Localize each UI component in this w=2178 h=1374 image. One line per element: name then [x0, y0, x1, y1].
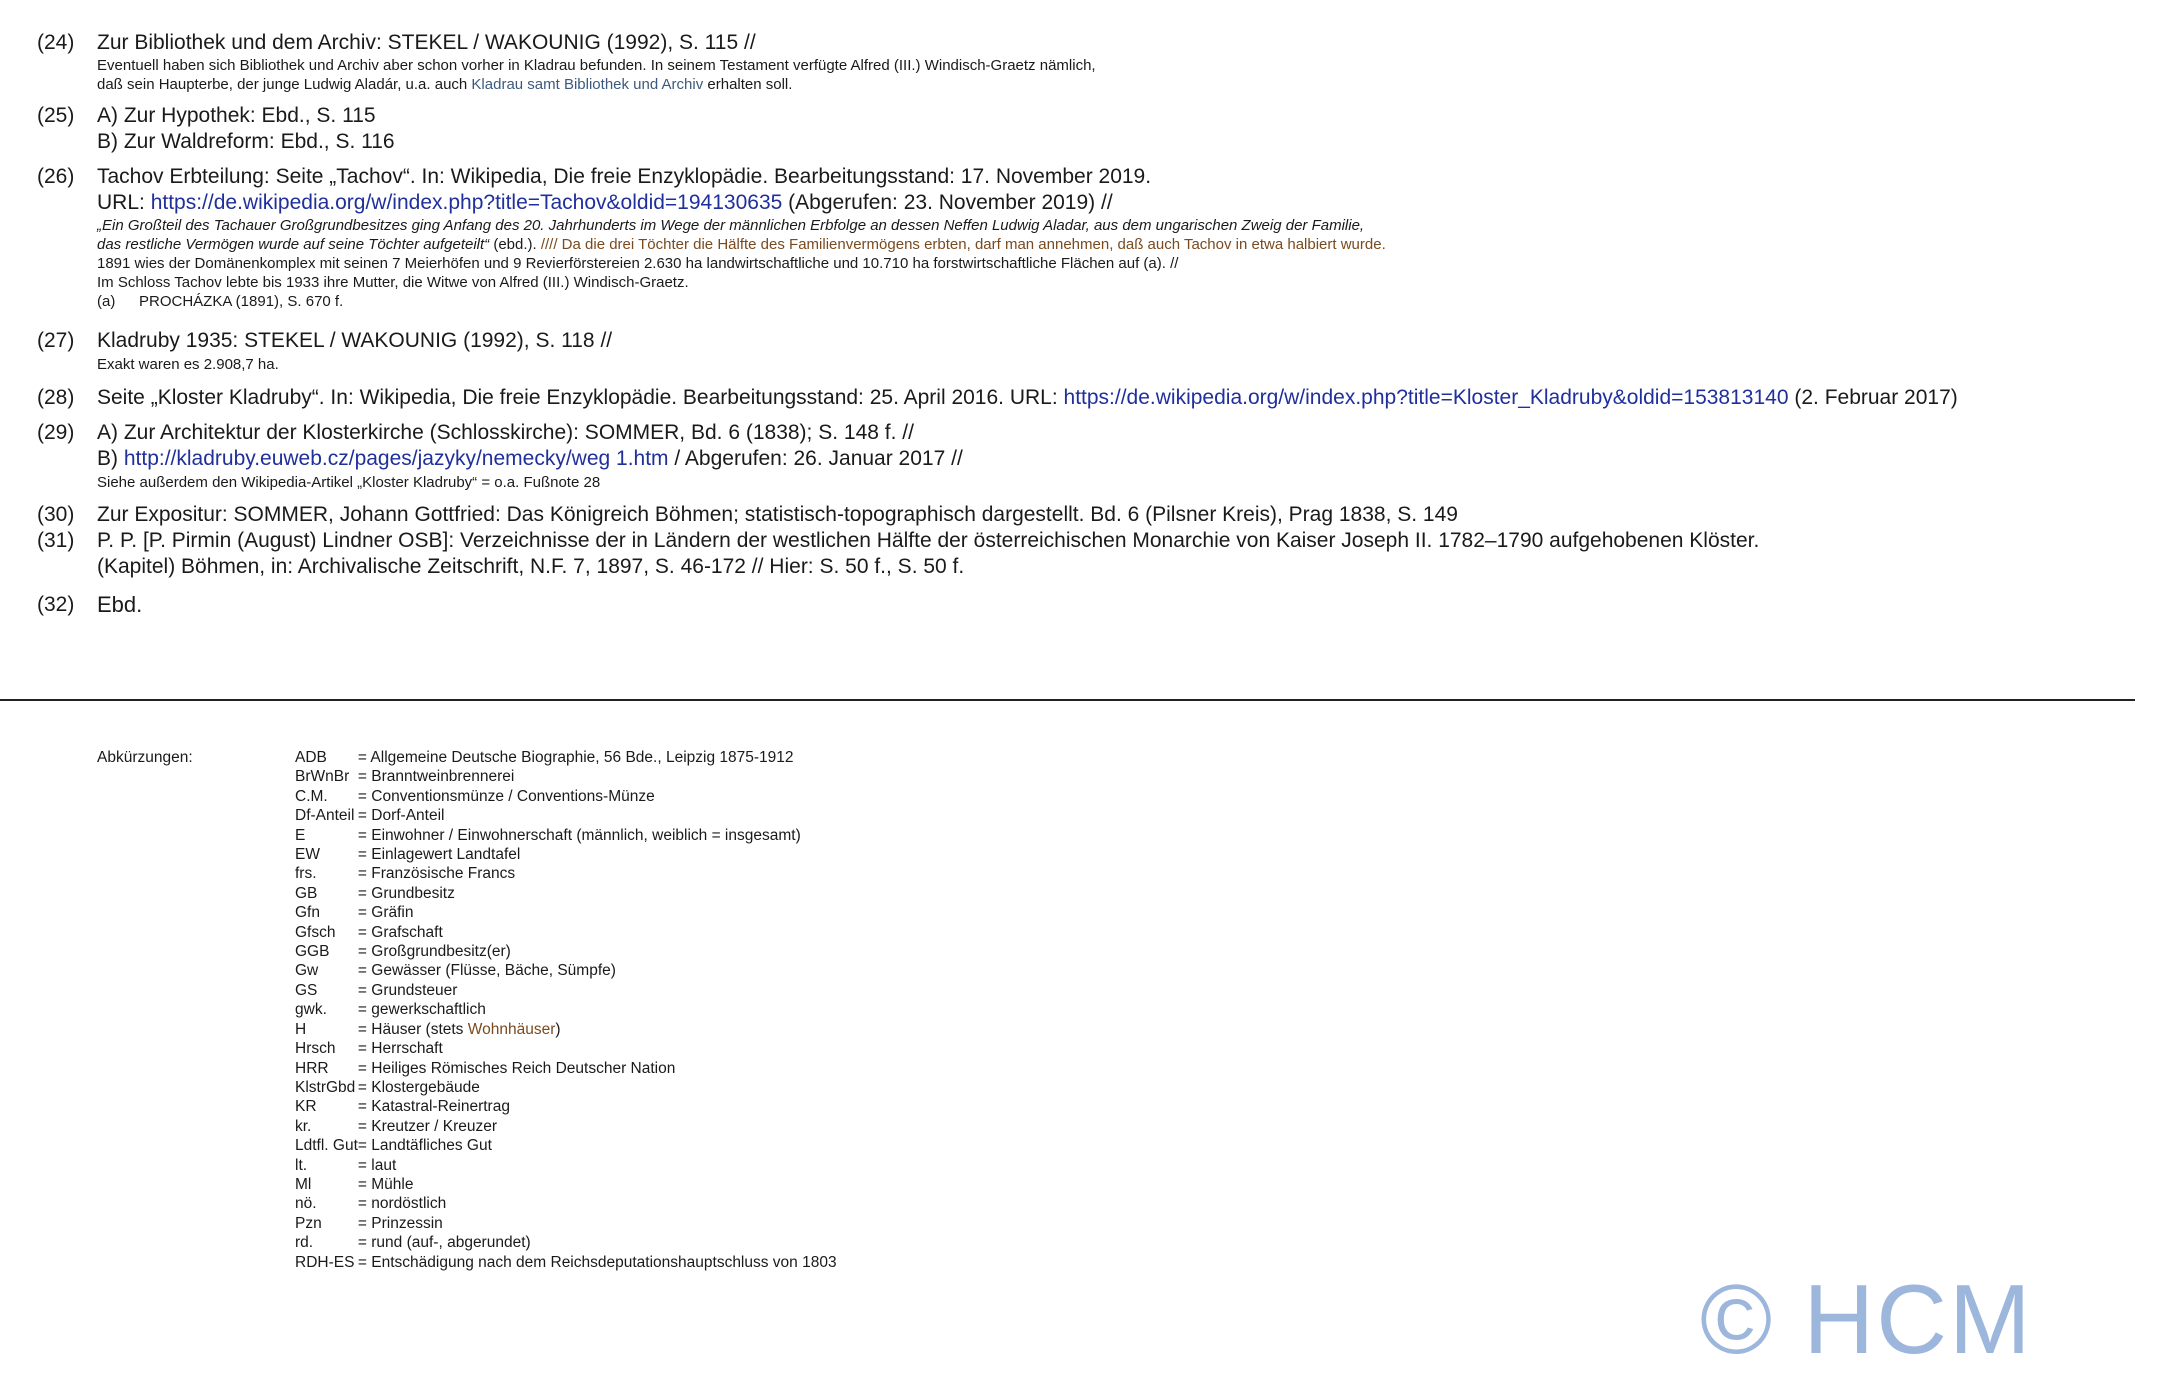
definition-text: = Grafschaft	[357, 923, 443, 941]
footnote-31	[37, 528, 2157, 580]
abbreviation-row	[295, 1136, 837, 1155]
abbreviation-term: kr.	[295, 1117, 312, 1135]
abbreviation-definition	[358, 1097, 837, 1116]
abbreviation-term: frs.	[295, 865, 317, 883]
footnote-number: (25)	[37, 104, 75, 127]
abbreviation-row	[295, 1039, 837, 1058]
abbreviation-term: KR	[295, 1098, 317, 1116]
abbreviation-definition	[358, 787, 837, 806]
footnotes-list	[37, 30, 2157, 618]
abbreviation-term: Gw	[295, 962, 319, 980]
abbreviation-definition	[358, 1233, 837, 1252]
abbreviation-definition	[358, 1214, 837, 1233]
footnote-note: Exakt waren es 2.908,7 ha.	[97, 356, 279, 373]
definition-text: = rund (auf-, abgerundet)	[357, 1234, 531, 1252]
abbreviation-definition	[358, 1117, 837, 1136]
abbreviation-definition	[358, 1000, 837, 1019]
section-divider	[0, 699, 2135, 701]
definition-text: = Kreutzer / Kreuzer	[357, 1117, 498, 1135]
footnote-text: / Abgerufen: 26. Januar 2017 //	[668, 447, 963, 470]
footnote-line: P. P. [P. Pirmin (August) Lindner OSB]: Verzeichnisse der in Ländern der westlichen Hälfte der österreichischen Monarchie von Kaiser Joseph II. 1782–1790 aufgehobenen Klöster.	[97, 529, 1760, 552]
abbreviation-term: Df-Anteil	[295, 807, 355, 825]
abbreviation-definition	[358, 1194, 837, 1213]
footnote-text: (2. Februar 2017)	[1788, 386, 1958, 409]
definition-text: = Gräfin	[357, 904, 414, 922]
abbreviation-row	[295, 767, 837, 786]
abbreviation-row	[295, 1097, 837, 1116]
abbreviation-row	[295, 884, 837, 903]
abbreviation-term: BrWnBr	[295, 768, 350, 786]
definition-text: = Heiliges Römisches Reich Deutscher Nation	[357, 1059, 676, 1077]
abbreviation-row	[295, 806, 837, 825]
annotation-text: //// Da die drei Töchter die Hälfte des Familienvermögens erbten, darf man annehmen, daß auch Tachov in etwa halbiert wurde.	[540, 236, 1386, 253]
abbreviation-row	[295, 787, 837, 806]
definition-text: = Conventionsmünze / Conventions-Münze	[357, 787, 655, 805]
abbreviation-term: Ldtfl. Gut	[295, 1137, 358, 1155]
abbreviation-row	[295, 748, 837, 767]
footnote-note-text: daß sein Haupterbe, der junge Ludwig Aladár, u.a. auch	[97, 76, 472, 93]
abbreviation-term: RDH-ES	[295, 1253, 355, 1271]
definition-text: = Einlagewert Landtafel	[357, 846, 521, 864]
hcm-watermark: © HCM	[1700, 1264, 2033, 1374]
footnote-32	[37, 592, 2157, 618]
footnote-text: B)	[97, 447, 124, 470]
definition-text: = Französische Francs	[357, 865, 516, 883]
footnote-number: (32)	[37, 593, 75, 616]
abbreviations-table	[295, 748, 837, 1272]
footnote-note: Siehe außerdem den Wikipedia-Artikel „Kloster Kladruby“ = o.a. Fußnote 28	[97, 474, 601, 491]
abbreviation-definition	[358, 826, 837, 845]
definition-text: = Häuser (stets	[357, 1020, 468, 1038]
definition-text: = Allgemeine Deutsche Biographie, 56 Bde., Leipzig 1875-1912	[357, 749, 794, 766]
footnote-line: (Kapitel) Böhmen, in: Archivalische Zeitschrift, N.F. 7, 1897, S. 46-172 // Hier: S. 50 f., S. 50 f.	[97, 555, 965, 578]
definition-text: = Katastral-Reinertrag	[357, 1098, 510, 1116]
abbreviation-row	[295, 845, 837, 864]
abbreviation-definition	[358, 864, 837, 883]
abbreviation-definition	[358, 845, 837, 864]
url-suffix: (Abgerufen: 23. November 2019) //	[782, 191, 1113, 214]
abbreviation-row	[295, 1059, 837, 1078]
abbreviation-term: GGB	[295, 943, 330, 961]
definition-text: = Grundbesitz	[357, 884, 455, 902]
quote-text: das restliche Vermögen wurde auf seine Töchter aufgeteilt“	[97, 236, 490, 253]
definition-text: = Großgrundbesitz(er)	[357, 943, 511, 961]
abbreviation-row	[295, 1117, 837, 1136]
footnote-line: Tachov Erbteilung: Seite „Tachov“. In: Wikipedia, Die freie Enzyklopädie. Bearbeitungsstand: 17. November 2019.	[97, 165, 1152, 188]
abbreviation-term: lt.	[295, 1156, 308, 1174]
footnote-line	[97, 385, 2157, 411]
abbreviation-term: Pzn	[295, 1214, 322, 1232]
abbreviation-term: nö.	[295, 1195, 317, 1213]
definition-text: = Herrschaft	[357, 1040, 443, 1058]
footnote-number: (29)	[37, 421, 75, 444]
abbreviation-row	[295, 1214, 837, 1233]
abbreviation-row	[295, 1000, 837, 1019]
footnote-note: Im Schloss Tachov lebte bis 1933 ihre Mutter, die Witwe von Alfred (III.) Windisch-Graetz.	[97, 274, 689, 291]
abbreviation-definition	[358, 903, 837, 922]
abbreviation-definition	[358, 923, 837, 942]
footnote-quote	[97, 235, 2157, 254]
abbreviation-term: KlstrGbd	[295, 1078, 356, 1096]
abbreviation-row	[295, 1233, 837, 1252]
definition-text: = Landtäfliches Gut	[357, 1137, 492, 1155]
subnote-label-text: (a)	[97, 293, 116, 310]
abbreviation-definition	[358, 1253, 837, 1272]
footnote-29	[37, 420, 2157, 494]
highlight-text: Kladrau samt Bibliothek und Archiv	[471, 76, 704, 93]
footnote-line: Ebd.	[97, 592, 143, 617]
abbreviation-row	[295, 1078, 837, 1097]
footnote-number: (26)	[37, 165, 75, 188]
abbreviation-definition	[358, 767, 837, 786]
abbreviations-heading: Abkürzungen:	[97, 749, 193, 766]
abbreviation-term: ADB	[295, 749, 327, 766]
abbreviation-term: C.M.	[295, 787, 328, 805]
wikipedia-kloster-link[interactable]: https://de.wikipedia.org/w/index.php?title=Kloster_Kladruby&oldid=153813140	[1063, 386, 1789, 409]
definition-text: = nordöstlich	[357, 1195, 447, 1213]
abbreviation-definition	[358, 1039, 837, 1058]
footnote-28	[37, 385, 2157, 411]
abbreviation-definition	[358, 1020, 837, 1039]
definition-text: )	[555, 1020, 561, 1038]
abbreviation-definition	[358, 806, 837, 825]
abbreviation-definition	[358, 1078, 837, 1097]
abbreviation-row	[295, 864, 837, 883]
abbreviation-definition	[358, 1156, 837, 1175]
abbreviation-term: E	[295, 826, 306, 844]
definition-text: = Dorf-Anteil	[357, 807, 445, 825]
definition-text: = laut	[357, 1156, 397, 1174]
abbreviation-term: gwk.	[295, 1001, 327, 1019]
abbreviation-row	[295, 903, 837, 922]
abbreviation-term: Ml	[295, 1175, 312, 1193]
footnote-line: Kladruby 1935: STEKEL / WAKOUNIG (1992), S. 118 //	[97, 329, 613, 352]
abbreviation-term: Gfsch	[295, 923, 336, 941]
abbreviation-term: GS	[295, 981, 318, 999]
footnote-note	[97, 75, 2157, 94]
subnote-text: PROCHÁZKA (1891), S. 670 f.	[139, 293, 344, 310]
abbreviation-row	[295, 923, 837, 942]
abbreviation-term: H	[295, 1020, 307, 1038]
abbreviation-term: Hrsch	[295, 1040, 336, 1058]
abbreviation-row	[295, 961, 837, 980]
kladruby-weg-link[interactable]: http://kladruby.euweb.cz/pages/jazyky/nemecky/weg 1.htm	[123, 447, 669, 470]
abbreviation-row	[295, 826, 837, 845]
abbreviation-row	[295, 1020, 837, 1039]
quote-source: (ebd.).	[489, 236, 541, 253]
definition-text: = Branntweinbrennerei	[357, 768, 515, 786]
definition-text: = gewerkschaftlich	[357, 1001, 486, 1019]
footnote-line: A) Zur Architektur der Klosterkirche (Schlosskirche): SOMMER, Bd. 6 (1838); S. 148 f. //	[97, 421, 914, 444]
abbreviation-definition	[358, 961, 837, 980]
definition-highlight: Wohnhäuser	[467, 1020, 556, 1038]
subnote-label	[37, 292, 145, 311]
abbreviation-row	[295, 1253, 837, 1272]
definition-text: = Entschädigung nach dem Reichsdeputationshauptschluss von 1803	[357, 1253, 837, 1271]
footnote-line: B) Zur Waldreform: Ebd., S. 116	[97, 130, 395, 153]
abbreviation-term: EW	[295, 846, 320, 864]
footnote-note: 1891 wies der Domänenkomplex mit seinen 7 Meierhöfen und 9 Revierförstereien 2.630 ha landwirtschaftliche und 10.710 ha forstwirtschaftliche Flächen auf (a). //	[97, 255, 1179, 272]
abbreviation-term: HRR	[295, 1059, 329, 1077]
wikipedia-tachov-link[interactable]: https://de.wikipedia.org/w/index.php?title=Tachov&oldid=194130635	[150, 191, 783, 214]
abbreviation-row	[295, 1194, 837, 1213]
abbreviation-definition	[358, 1136, 837, 1155]
footnote-number: (27)	[37, 329, 75, 352]
footnote-note: Eventuell haben sich Bibliothek und Archiv aber schon vorher in Kladrau befunden. In seinem Testament verfügte Alfred (III.) Windisch-Graetz nämlich,	[97, 57, 1096, 74]
abbreviation-definition	[358, 981, 837, 1000]
footnote-30	[37, 502, 2157, 528]
abbreviation-definition	[358, 1175, 837, 1194]
abbreviation-definition	[358, 748, 837, 767]
abbreviation-row	[295, 942, 837, 961]
definition-text: = Prinzessin	[357, 1214, 443, 1232]
footnote-24	[37, 30, 2157, 94]
abbreviation-row	[295, 981, 837, 1000]
footnote-number: (30)	[37, 503, 75, 526]
footnote-title: Zur Bibliothek und dem Archiv: STEKEL / WAKOUNIG (1992), S. 115 //	[97, 31, 756, 54]
abbreviation-term: rd.	[295, 1234, 314, 1252]
footnote-line: A) Zur Hypothek: Ebd., S. 115	[97, 104, 376, 127]
abbreviation-term: Gfn	[295, 904, 320, 922]
footnote-subnote	[37, 292, 2157, 311]
footnote-number: (24)	[37, 31, 75, 54]
footnote-27	[37, 328, 2157, 376]
definition-text: = Einwohner / Einwohnerschaft (männlich, weiblich = insgesamt)	[357, 826, 801, 844]
footnote-line	[97, 446, 2157, 472]
abbreviation-definition	[358, 942, 837, 961]
footnote-text: Seite „Kloster Kladruby“. In: Wikipedia, Die freie Enzyklopädie. Bearbeitungsstand: 25. April 2016. URL:	[97, 386, 1064, 409]
definition-text: = Grundsteuer	[357, 981, 458, 999]
footnote-25	[37, 103, 2157, 155]
footnote-number: (28)	[37, 386, 75, 409]
abbreviation-definition	[358, 1059, 837, 1078]
abbreviation-definition	[358, 884, 837, 903]
footnote-note-text: erhalten soll.	[703, 76, 793, 93]
definition-text: = Mühle	[357, 1175, 414, 1193]
footnote-line: Zur Expositur: SOMMER, Johann Gottfried: Das Königreich Böhmen; statistisch-topographisch dargestellt. Bd. 6 (Pilsner Kreis), Prag 1838, S. 149	[97, 503, 1458, 526]
footnote-quote: „Ein Großteil des Tachauer Großgrundbesitzes ging Anfang des 20. Jahrhunderts im Wege der männlichen Erbfolge an dessen Neffen Ludwig Aladar, aus dem ungarischen Zweig der Familie,	[97, 217, 1365, 234]
definition-text: = Klostergebäude	[357, 1078, 480, 1096]
abbreviation-row	[295, 1175, 837, 1194]
definition-text: = Gewässer (Flüsse, Bäche, Sümpfe)	[357, 962, 616, 980]
footnote-number: (31)	[37, 529, 75, 552]
abbreviation-term: GB	[295, 884, 318, 902]
abbreviation-row	[295, 1156, 837, 1175]
footnote-url-line	[97, 190, 2157, 216]
url-prefix: URL:	[97, 191, 151, 214]
footnote-26	[37, 164, 2157, 311]
